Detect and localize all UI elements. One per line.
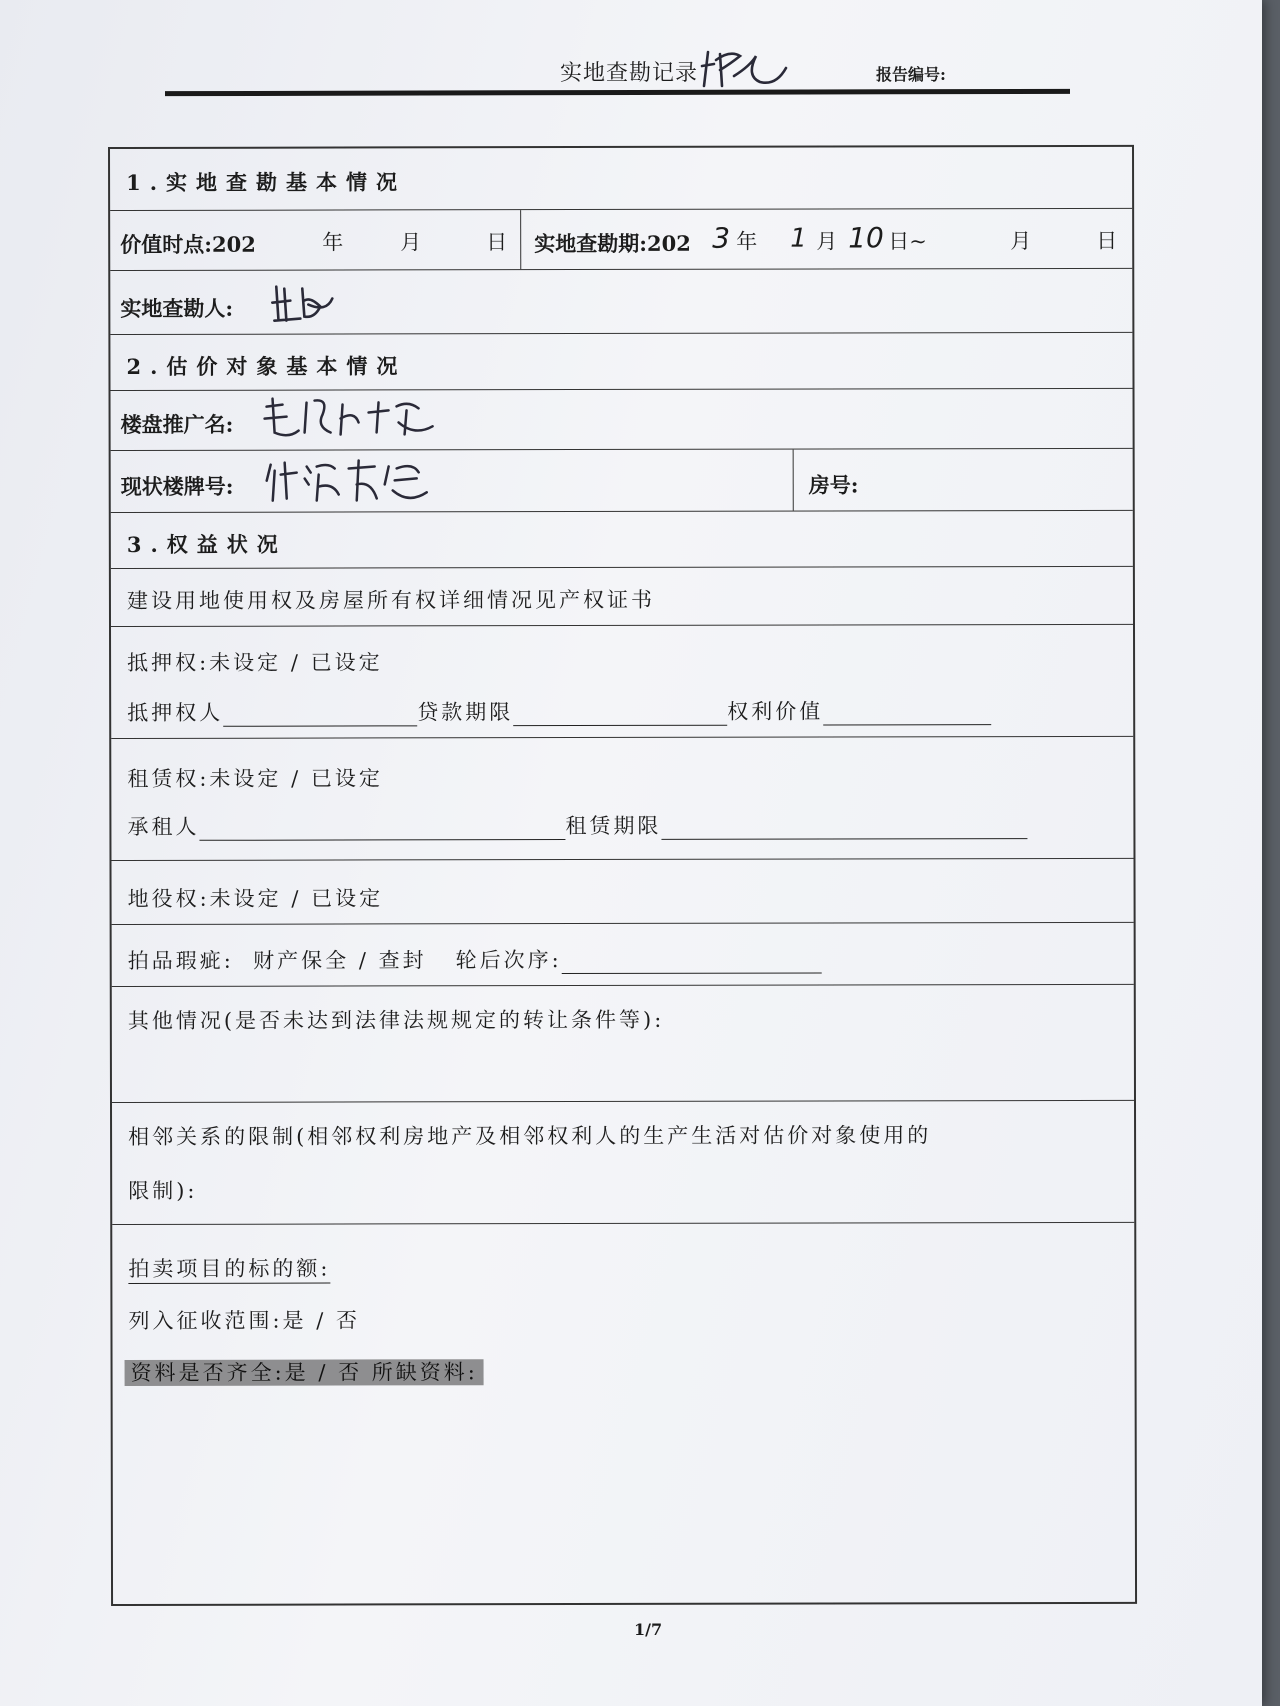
mortgage-status: 抵押权:未设定 / 已设定	[127, 650, 383, 675]
plate-row	[111, 449, 1133, 513]
survey-year-handwritten: 3	[712, 221, 731, 255]
section-2-row	[110, 333, 1132, 391]
other-label: 其他情况(是否未达到法律法规规定的转让条件等):	[127, 1007, 665, 1033]
mortgage-row	[111, 625, 1133, 739]
other-row	[112, 985, 1134, 1103]
promo-name-handwritten	[259, 392, 439, 444]
survey-day-range: 日~	[888, 229, 927, 254]
auction-amount-label: 拍卖项目的标的额:	[128, 1257, 330, 1284]
value-date-day: 日	[486, 230, 508, 255]
surveyor-row	[110, 269, 1132, 335]
mortgage-details	[127, 695, 991, 727]
mortgagee-blank[interactable]	[223, 707, 417, 726]
mortgagee-label: 抵押权人	[127, 700, 224, 725]
lease-status: 租赁权:未设定 / 已设定	[127, 766, 383, 791]
auction-defect-row	[112, 923, 1134, 987]
document-title: 实地查勘记录	[560, 61, 699, 86]
survey-period-label: 实地查勘期:202	[534, 230, 691, 257]
auction-defect-label: 拍品瑕疵:	[127, 948, 234, 973]
value-date-year: 年	[322, 230, 344, 255]
lease-term-label: 租赁期限	[565, 813, 662, 839]
survey-month-handwritten: 1	[790, 223, 807, 254]
materials-label: 资料是否齐全:是 / 否 所缺资料:	[125, 1359, 484, 1386]
auction-defect	[128, 944, 822, 975]
value-date-label: 价值时点:202	[120, 231, 256, 257]
value-date-month: 月	[400, 230, 422, 255]
survey-day-handwritten: 10	[848, 221, 884, 255]
promo-name-label: 楼盘推广名:	[120, 411, 234, 437]
expropriation-status: 列入征收范围:是 / 否	[128, 1308, 360, 1333]
handwritten-initials	[700, 46, 790, 92]
easement-row	[111, 859, 1133, 925]
surveyor-signature	[270, 277, 340, 327]
lessee-label: 承租人	[127, 814, 200, 839]
room-divider	[793, 450, 794, 511]
survey-end-month: 月	[1010, 229, 1032, 254]
header-rule	[165, 89, 1070, 96]
neighbor-row	[112, 1101, 1134, 1225]
auction-amount	[128, 1253, 330, 1283]
section-1-title: 1.实地查勘基本情况	[126, 169, 407, 195]
section-1-row	[110, 147, 1132, 211]
order-blank[interactable]	[562, 955, 822, 975]
loan-term-label: 贷款期限	[417, 700, 514, 725]
lease-row	[111, 737, 1133, 861]
neighbor-line-2: 限制):	[128, 1178, 198, 1203]
survey-end-day: 日	[1096, 228, 1118, 253]
dates-divider	[520, 210, 521, 269]
report-number-label: 报告编号:	[876, 65, 946, 84]
lease-term-blank[interactable]	[661, 820, 1027, 840]
materials-status	[125, 1356, 484, 1387]
page-number: 1/7	[634, 1620, 663, 1639]
loan-term-blank[interactable]	[513, 707, 727, 726]
right-value-label: 权利价值	[727, 699, 824, 724]
lease-details	[127, 809, 1027, 841]
room-no-label: 房号:	[808, 472, 859, 498]
order-label: 轮后次序:	[455, 948, 562, 973]
surveyor-label: 实地查勘人:	[120, 295, 234, 321]
dates-row	[110, 209, 1132, 271]
plate-no-label: 现状楼牌号:	[120, 473, 234, 499]
neighbor-line-1: 相邻关系的限制(相邻权利房地产及相邻权利人的生产生活对估价对象使用的	[128, 1123, 932, 1149]
section-3-title: 3.权益状况	[126, 531, 287, 557]
cert-note-row	[111, 567, 1133, 627]
right-value-blank[interactable]	[823, 706, 991, 725]
plate-no-handwritten	[263, 454, 433, 508]
survey-month: 月	[816, 229, 838, 254]
survey-year: 年	[736, 229, 758, 254]
easement-status: 地役权:未设定 / 已设定	[127, 886, 384, 911]
lessee-blank[interactable]	[199, 821, 565, 841]
auction-defect-options: 财产保全 / 查封	[253, 948, 427, 973]
section-2-title: 2.估价对象基本情况	[126, 353, 407, 379]
cert-note: 建设用地使用权及房屋所有权详细情况见产权证书	[126, 587, 655, 613]
section-3-row	[111, 511, 1133, 569]
survey-form	[108, 145, 1137, 1606]
promo-name-row	[111, 389, 1133, 451]
